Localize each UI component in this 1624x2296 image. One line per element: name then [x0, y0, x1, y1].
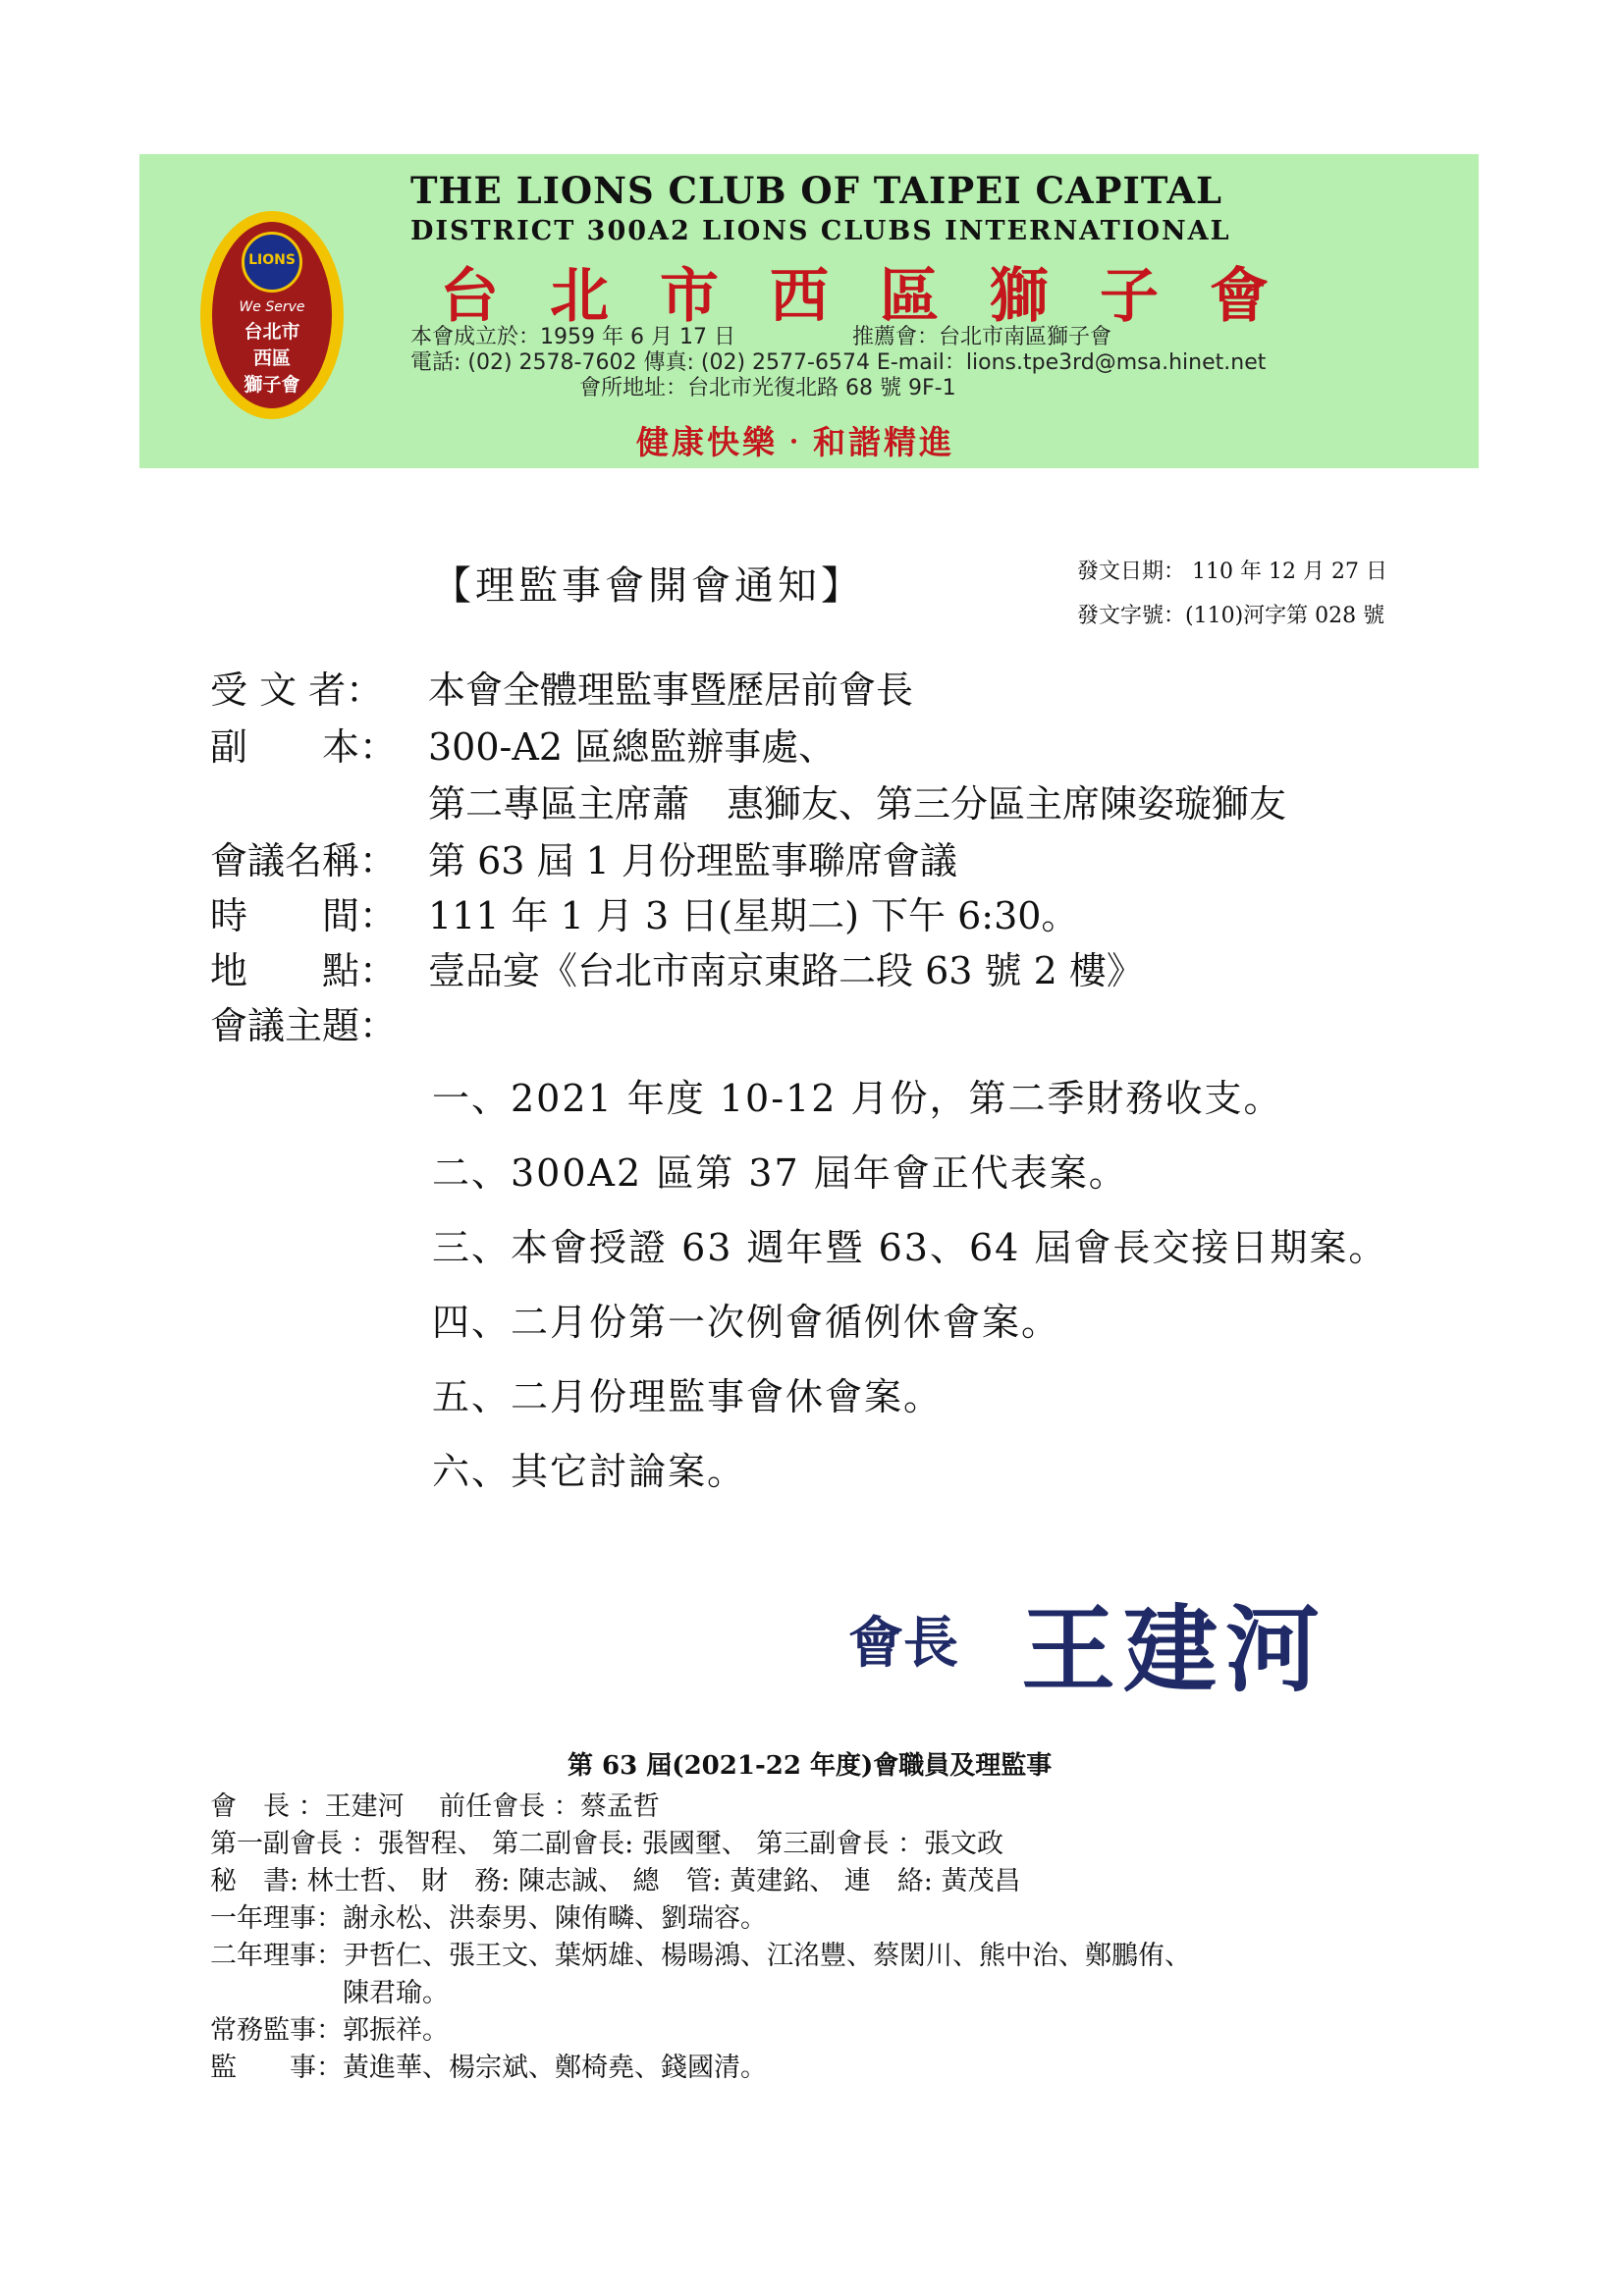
chinese-club-name: 台北市西區獅子會: [440, 262, 1320, 331]
cc-label: 副 本：: [210, 725, 398, 769]
topic-item: 六、其它討論案。: [432, 1450, 747, 1493]
notice-title: 【理監事會開會通知】: [432, 563, 864, 609]
time-label: 時 間：: [210, 894, 398, 937]
issue-date: 發文日期： 110 年 12 月 27 日: [1077, 560, 1387, 584]
topic-item: 四、二月份第一次例會循例休會案。: [432, 1301, 1061, 1344]
topic-item: 一、2021 年度 10-12 月份，第二季財務收支。: [432, 1077, 1283, 1120]
club-slogan: 健康快樂‧和諧精進: [636, 423, 954, 461]
logo-motto: We Serve: [239, 299, 305, 315]
recipient-label: 受 文 者：: [210, 668, 384, 712]
logo-name-line-2: 西區: [252, 347, 291, 369]
officer-line: 監 事：黃進華、楊宗斌、鄭椅堯、錢國清。: [210, 2053, 767, 2083]
signature-name: 王建河: [1021, 1594, 1327, 1705]
contact-info: 電話: (02) 2578-7602 傳真: (02) 2577-6574 E-mail：lions.tpe3rd@msa.hinet.net: [410, 350, 1267, 375]
english-club-name: THE LIONS CLUB OF TAIPEI CAPITAL: [410, 169, 1223, 212]
topic-item: 五、二月份理監事會休會案。: [432, 1375, 944, 1418]
sponsor-club: 推薦會：台北市南區獅子會: [852, 325, 1112, 349]
topic-item: 二、300A2 區第 37 屆年會正代表案。: [432, 1151, 1128, 1195]
english-district: DISTRICT 300A2 LIONS CLUBS INTERNATIONAL: [410, 216, 1231, 246]
meeting-label: 會議名稱：: [210, 839, 398, 882]
lions-emblem-text: LIONS: [248, 252, 296, 268]
meeting-place: 壹品宴《台北市南京東路二段 63 號 2 樓》: [428, 949, 1144, 992]
place-label: 地 點：: [210, 949, 398, 992]
officer-line: 陳君瑜。: [210, 1978, 449, 2008]
founded-date: 本會成立於：1959 年 6 月 17 日: [410, 325, 735, 349]
officer-line: 第一副會長 ：張智程、 第二副會長: 張國壐、 第三副會長 ：張文政: [210, 1829, 1004, 1859]
officer-line: 秘 書: 林士哲、 財 務: 陳志誠、 總 管: 黃建銘、 連 絡: 黃茂昌: [210, 1866, 1021, 1896]
issue-number: 發文字號：(110)河字第 028 號: [1077, 604, 1385, 628]
lions-emblem-icon: [242, 232, 302, 293]
topics-label: 會議主題：: [210, 1004, 398, 1047]
recipient-value: 本會全體理監事暨歷居前會長: [428, 668, 914, 712]
officer-line: 一年理事：謝永松、洪泰男、陳侑疄、劉瑞容。: [210, 1903, 767, 1934]
cc-line-1: 300-A2 區總監辦事處、: [428, 725, 837, 769]
logo-name-line-1: 台北市: [244, 321, 300, 343]
logo-name-line-3: 獅子會: [244, 374, 300, 396]
officer-line: 會 長 ：王建河 前任會長 ：蔡孟哲: [210, 1791, 660, 1822]
signature-role: 會長: [848, 1611, 958, 1676]
topic-item: 三、本會授證 63 週年暨 63、64 屆會長交接日期案。: [432, 1226, 1388, 1269]
officers-title: 第 63 屆(2021-22 年度)會職員及理監事: [568, 1751, 1053, 1781]
cc-line-2: 第二專區主席蕭 惠獅友、第三分區主席陳姿璇獅友: [428, 782, 1287, 826]
officer-line: 常務監事：郭振祥。: [210, 2015, 449, 2046]
club-address: 會所地址：台北市光復北路 68 號 9F-1: [579, 376, 956, 400]
meeting-time: 111 年 1 月 3 日(星期二) 下午 6:30。: [428, 894, 1079, 937]
logo-name: [221, 319, 323, 399]
officer-line: 二年理事：尹哲仁、張王文、葉炳雄、楊暘鴻、江洺豐、蔡閎川、熊中治、鄭鵬侑、: [210, 1941, 1191, 1971]
meeting-name: 第 63 屆 1 月份理監事聯席會議: [428, 839, 957, 882]
